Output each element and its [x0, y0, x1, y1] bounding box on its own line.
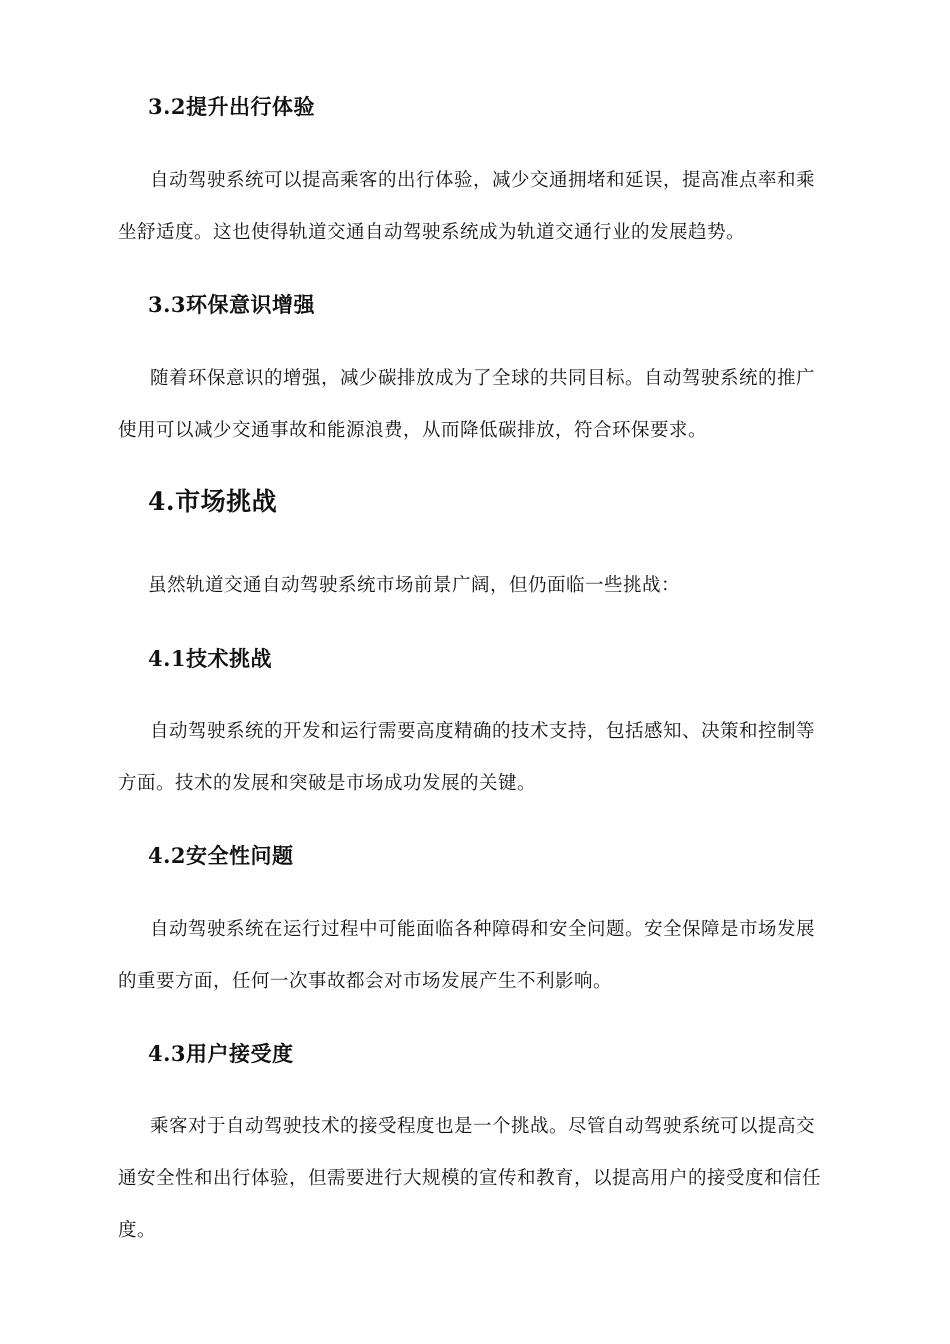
section-heading-4-3: 4.3用户接受度 — [148, 1041, 294, 1066]
section-paragraph-4-2: 自动驾驶系统在运行过程中可能面临各种障碍和安全问题。安全保障是市场发展的重要方面，任何一次事故都会对市场发展产生不利影响。 — [118, 919, 816, 992]
section-heading-4-1: 4.1技术挑战 — [148, 646, 273, 671]
section-paragraph-3-2: 自动驾驶系统可以提高乘客的出行体验，减少交通拥堵和延误，提高准点率和乘坐舒适度。这也使得轨道交通自动驾驶系统成为轨道交通行业的发展趋势。 — [118, 170, 816, 243]
section-paragraph-4-1: 自动驾驶系统的开发和运行需要高度精确的技术支持，包括感知、决策和控制等方面。技术的发展和突破是市场成功发展的关键。 — [118, 721, 816, 794]
section-heading-4-2: 4.2安全性问题 — [148, 843, 294, 868]
section-paragraph-3-3: 随着环保意识的增强，减少碳排放成为了全球的共同目标。自动驾驶系统的推广使用可以减少交通事故和能源浪费，从而降低碳排放，符合环保要求。 — [118, 368, 816, 441]
section-heading-4: 4.市场挑战 — [148, 487, 278, 516]
section-paragraph-4-3: 乘客对于自动驾驶技术的接受程度也是一个挑战。尽管自动驾驶系统可以提高交通安全性和出行体验，但需要进行大规模的宣传和教育，以提高用户的接受度和信任度。 — [118, 1116, 822, 1241]
section-heading-3-3: 3.3环保意识增强 — [148, 292, 316, 317]
section-heading-3-2: 3.2提升出行体验 — [148, 94, 316, 119]
section-paragraph-4: 虽然轨道交通自动驾驶系统市场前景广阔，但仍面临一些挑战： — [148, 575, 681, 596]
